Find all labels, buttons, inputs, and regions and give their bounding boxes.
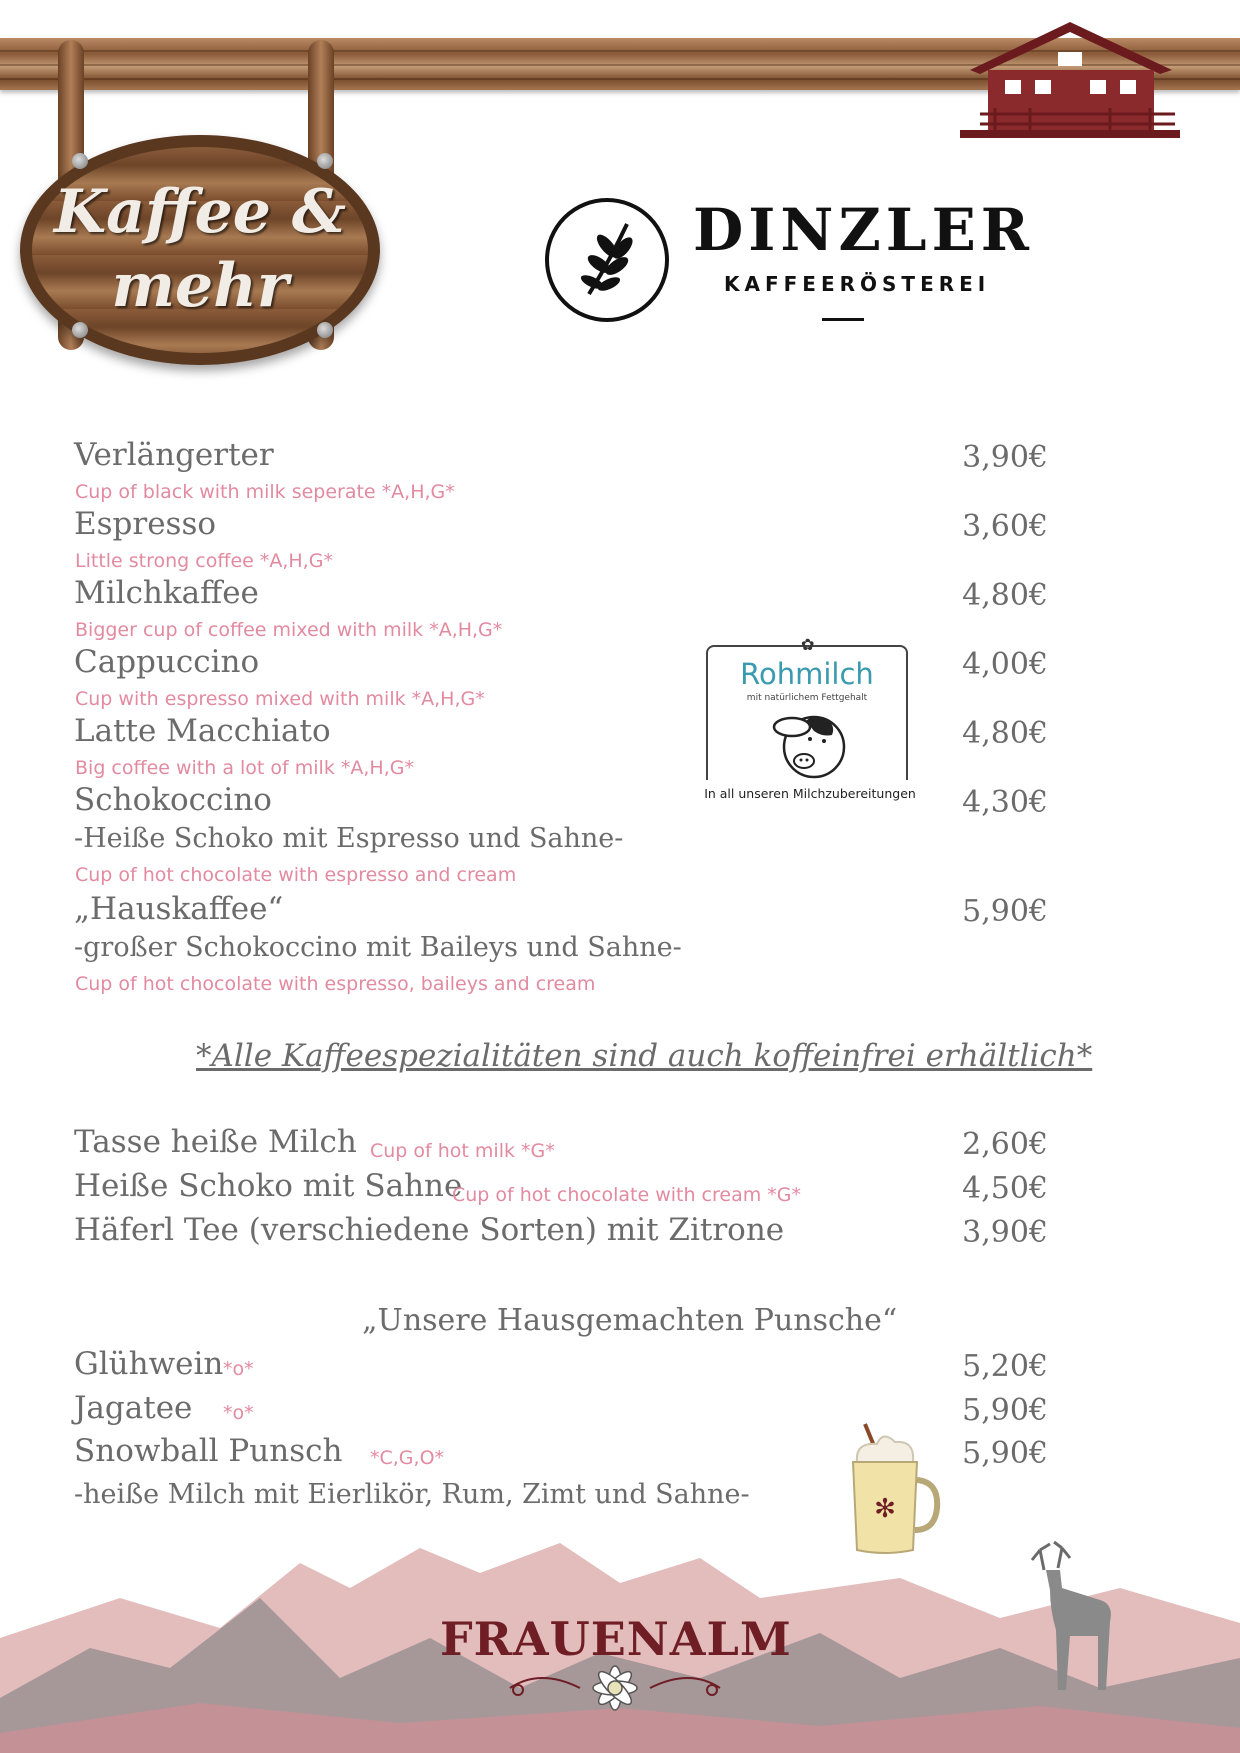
alpine-hut-icon [960, 18, 1180, 146]
item-name: Snowball Punsch [74, 1433, 343, 1469]
rohmilch-title: Rohmilch [740, 657, 874, 691]
item-name: Milchkaffee [74, 575, 259, 611]
item-price: 5,20€ [962, 1349, 1048, 1384]
item-english: *C,G,O* [370, 1447, 445, 1469]
item-german-description: -großer Schokoccino mit Baileys und Sahne- [74, 932, 682, 963]
flower-icon: ✿ [801, 635, 815, 654]
brand-name: DINZLER [693, 196, 1034, 264]
item-price: 3,90€ [962, 1215, 1048, 1250]
item-name: Schokoccino [74, 782, 272, 818]
dinzler-logo-circle [545, 198, 669, 322]
item-english: Cup with espresso mixed with milk *A,H,G* [75, 688, 485, 710]
item-name: Jagatee [74, 1390, 193, 1426]
item-price: 4,50€ [962, 1171, 1048, 1206]
item-english: Cup of hot chocolate with cream *G* [452, 1184, 801, 1206]
rohmilch-subtitle: mit natürlichem Fettgehalt [746, 693, 868, 703]
item-german-description: -heiße Milch mit Eierlikör, Rum, Zimt und Sahne- [74, 1479, 750, 1510]
item-german-description: -Heiße Schoko mit Espresso und Sahne- [74, 823, 624, 854]
item-name: Verlängerter [74, 437, 274, 473]
item-price: 3,90€ [962, 440, 1048, 475]
frauenalm-brand: FRAUENALM [440, 1612, 792, 1666]
svg-text:✻: ✻ [874, 1494, 896, 1524]
sign-line1: Kaffee & [53, 177, 347, 247]
item-name: Glühwein [74, 1346, 224, 1382]
sign-line2: mehr [111, 251, 289, 321]
item-price: 2,60€ [962, 1127, 1048, 1162]
item-english: Bigger cup of coffee mixed with milk *A,H,G* [75, 619, 503, 641]
rohmilch-badge [706, 635, 908, 780]
cow-icon [762, 705, 852, 780]
item-price: 5,90€ [962, 1436, 1048, 1471]
rohmilch-caption: In all unseren Milchzubereitungen [704, 786, 916, 801]
item-name: Latte Macchiato [74, 713, 331, 749]
item-name: Heiße Schoko mit Sahne [74, 1168, 463, 1204]
leaf-branch-icon [549, 202, 665, 318]
item-english: Cup of hot chocolate with espresso and cream [75, 864, 517, 886]
item-english: *o* [223, 1402, 254, 1424]
item-price: 4,30€ [962, 785, 1048, 820]
brand-divider [822, 318, 864, 321]
item-english: Cup of black with milk seperate *A,H,G* [75, 481, 455, 503]
item-price: 4,80€ [962, 716, 1048, 751]
item-price: 4,00€ [962, 647, 1048, 682]
item-name: „Hauskaffee“ [74, 891, 284, 927]
item-english: Big coffee with a lot of milk *A,H,G* [75, 757, 414, 779]
item-name: Häferl Tee (verschiedene Sorten) mit Zitrone [74, 1212, 785, 1248]
item-english: Little strong coffee *A,H,G* [75, 550, 333, 572]
item-name: Espresso [74, 506, 217, 542]
decaf-note: *Alle Kaffeespezialitäten sind auch koffeinfrei erhältlich* [196, 1038, 1093, 1074]
item-price: 3,60€ [962, 509, 1048, 544]
deer-icon [1010, 1540, 1130, 1700]
item-name: Cappuccino [74, 644, 260, 680]
brand-subtitle: KAFFEERÖSTEREI [724, 272, 991, 296]
item-english: *o* [223, 1358, 254, 1380]
item-english: Cup of hot chocolate with espresso, baileys and cream [75, 973, 596, 995]
edelweiss-ornament-icon [500, 1658, 730, 1718]
item-price: 5,90€ [962, 894, 1048, 929]
item-english: Cup of hot milk *G* [370, 1140, 555, 1162]
punsch-section-title: „Unsere Hausgemachten Punsche“ [362, 1303, 898, 1338]
item-price: 4,80€ [962, 578, 1048, 613]
kaffee-mehr-sign [20, 135, 380, 365]
item-price: 5,90€ [962, 1393, 1048, 1428]
item-name: Tasse heiße Milch [74, 1124, 357, 1160]
